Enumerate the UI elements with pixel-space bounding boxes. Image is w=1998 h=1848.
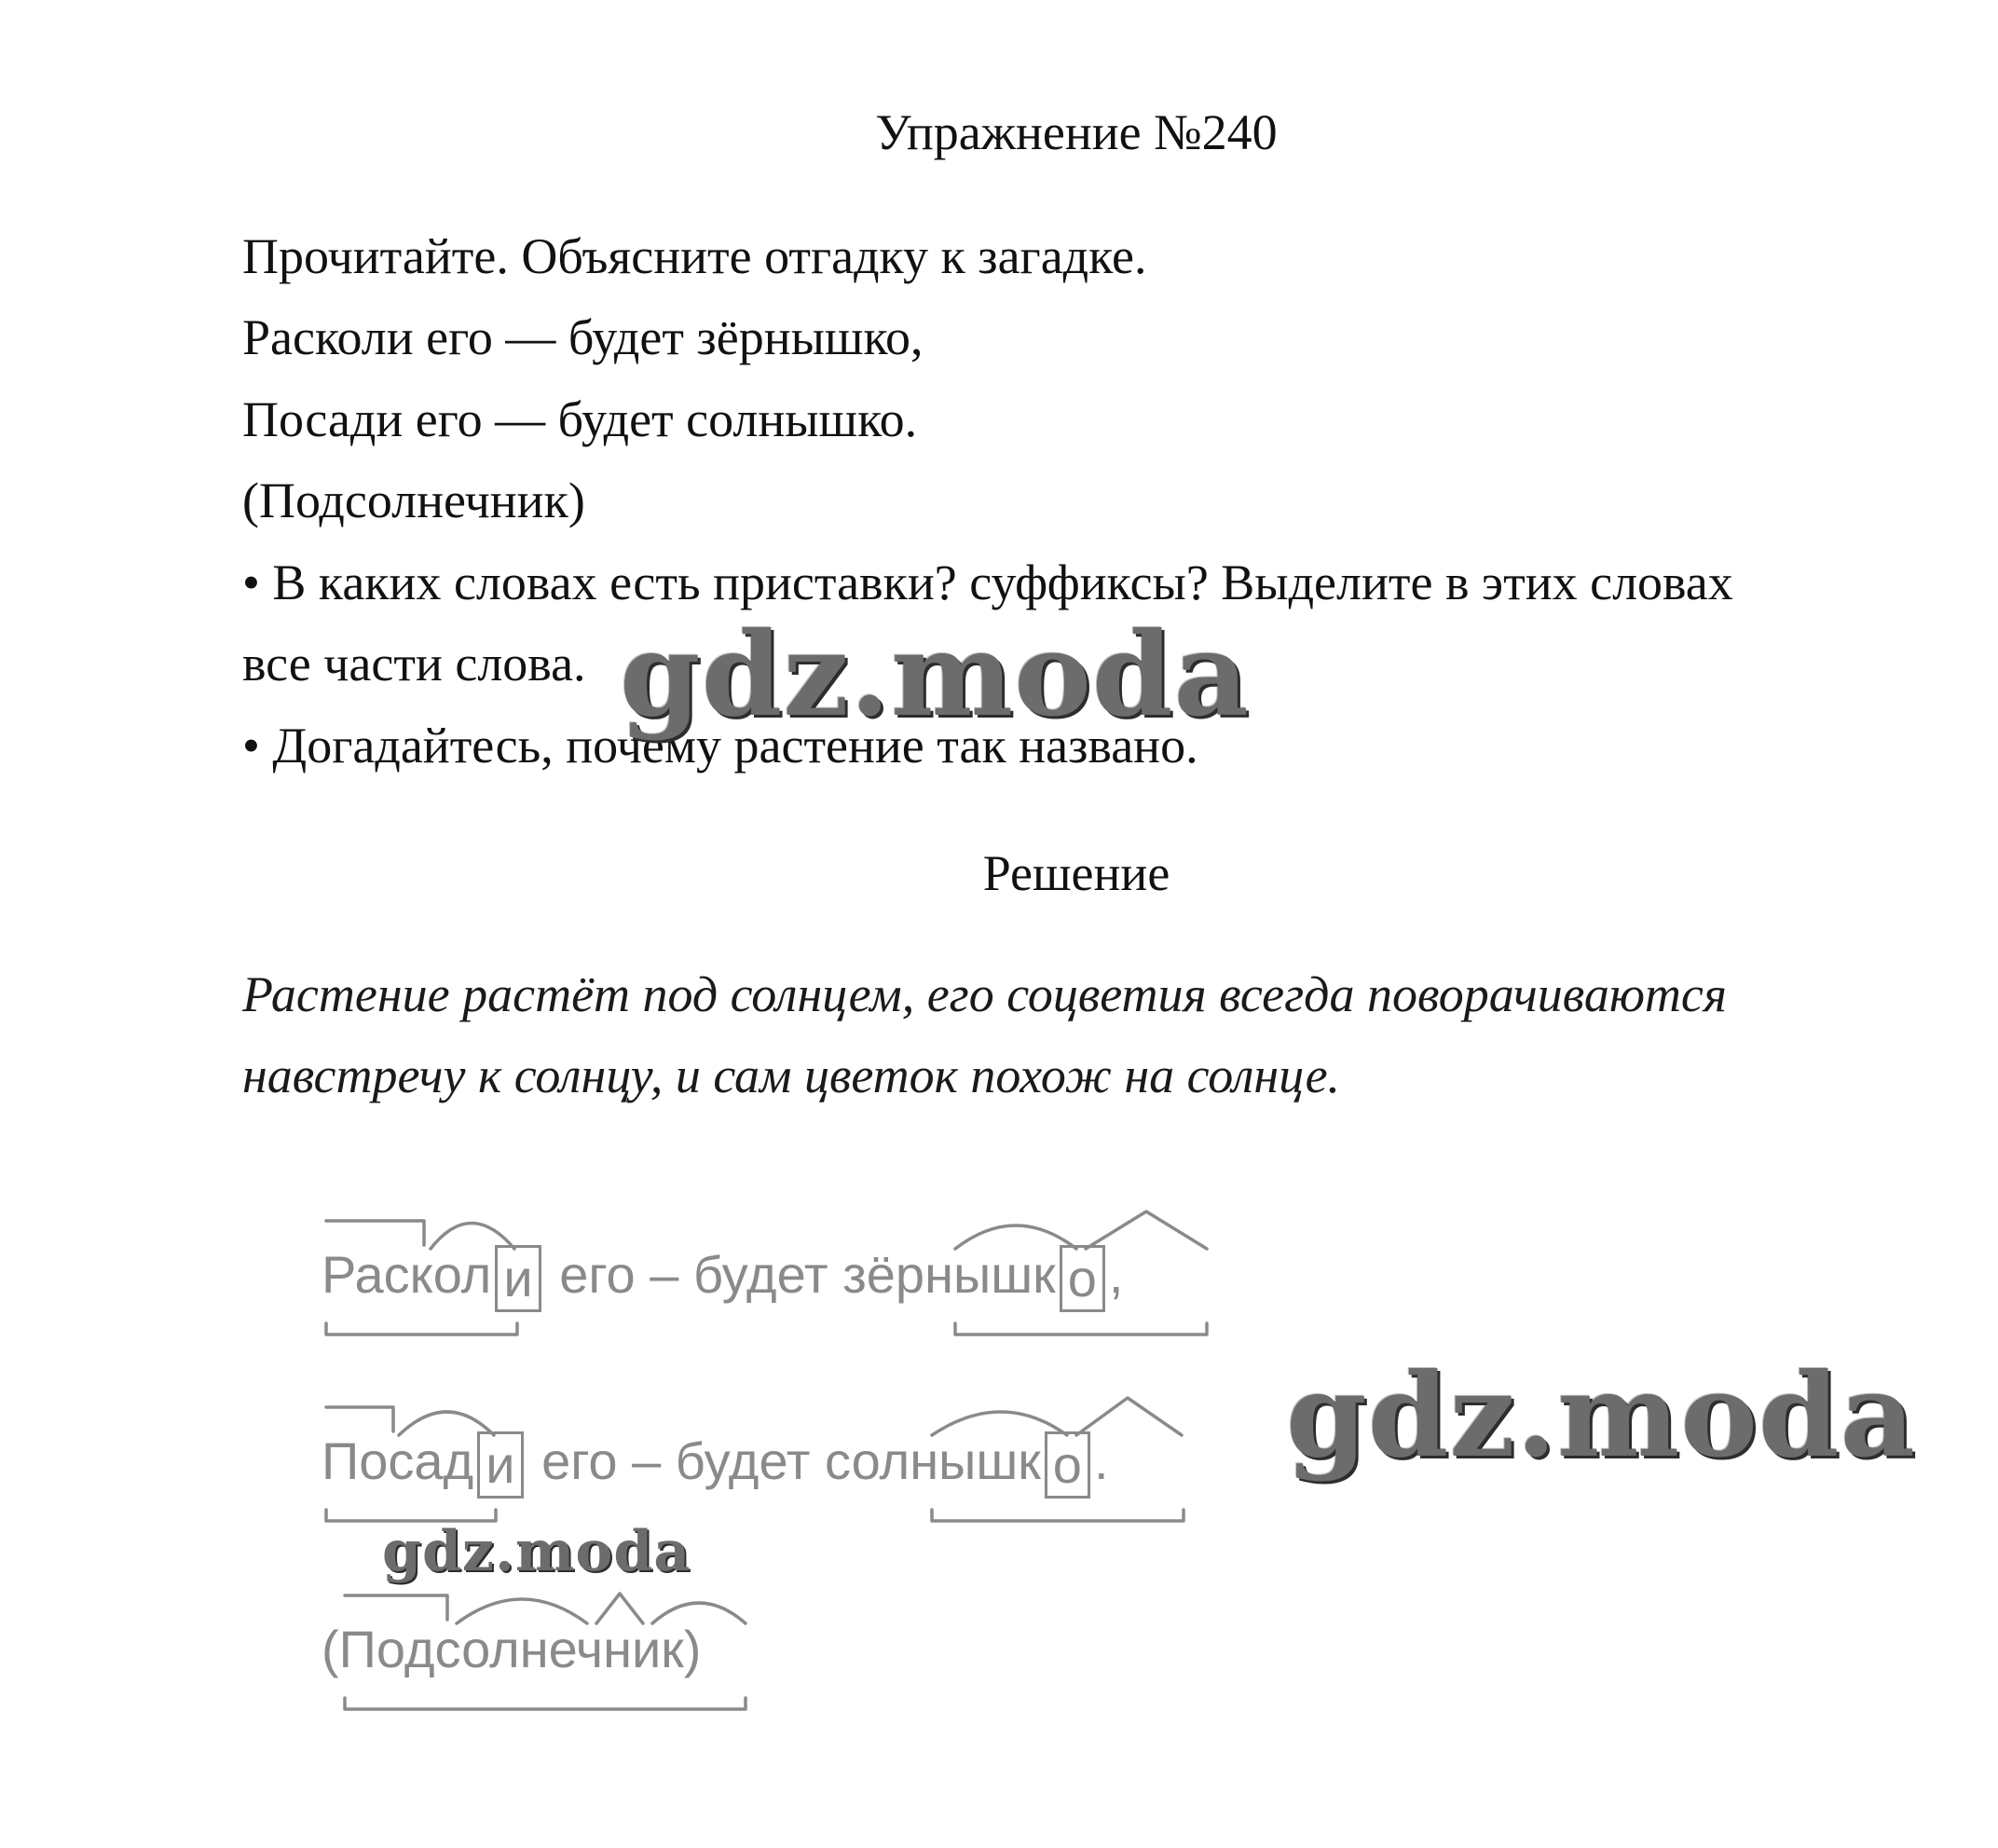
word-ending-box: о	[1045, 1431, 1090, 1499]
task-line: (Подсолнечник)	[242, 472, 585, 528]
exercise-title: Упражнение №240	[875, 104, 1278, 160]
word-stem: солнышк	[824, 1431, 1041, 1490]
watermark: gdz.moda	[1286, 1348, 1916, 1484]
watermark: gdz.moda	[382, 1519, 691, 1584]
plain-words: его – будет	[541, 1431, 811, 1490]
answer-line: навстречу к солнцу, и сам цветок похож на солнце.	[242, 1047, 1341, 1103]
task-line: Прочитайте. Объясните отгадку к загадке.	[242, 228, 1147, 284]
word-stem: Раскол	[322, 1245, 492, 1304]
morpheme-line-3: (Подсолнечник)	[322, 1620, 702, 1678]
watermark: gdz.moda	[620, 608, 1250, 743]
morpheme-line-2	[322, 1431, 1109, 1499]
word-stem: Посад	[322, 1431, 474, 1490]
punctuation: ,	[1108, 1245, 1124, 1304]
punctuation: .	[1093, 1431, 1109, 1490]
task-line: Расколи его — будет зёрнышко,	[242, 309, 924, 365]
word-ending-box: о	[1060, 1245, 1105, 1312]
word-stem: зёрнышк	[842, 1245, 1056, 1304]
word-ending-box: и	[477, 1431, 523, 1499]
task-line: • В каких словах есть приставки? суффиксы? Выделите в этих словах	[242, 554, 1733, 610]
task-line: все части слова.	[242, 636, 586, 691]
word-ending-box: и	[495, 1245, 541, 1312]
plain-words: его – будет	[559, 1245, 828, 1304]
morpheme-line-1	[322, 1245, 1123, 1312]
task-line: • Догадайтесь, почему растение так названо.	[242, 718, 1198, 773]
answer-line: Растение растёт под солнцем, его соцветия всегда поворачиваются	[242, 966, 1727, 1022]
task-line: Посади его — будет солнышко.	[242, 391, 918, 447]
solution-heading: Решение	[982, 845, 1170, 901]
